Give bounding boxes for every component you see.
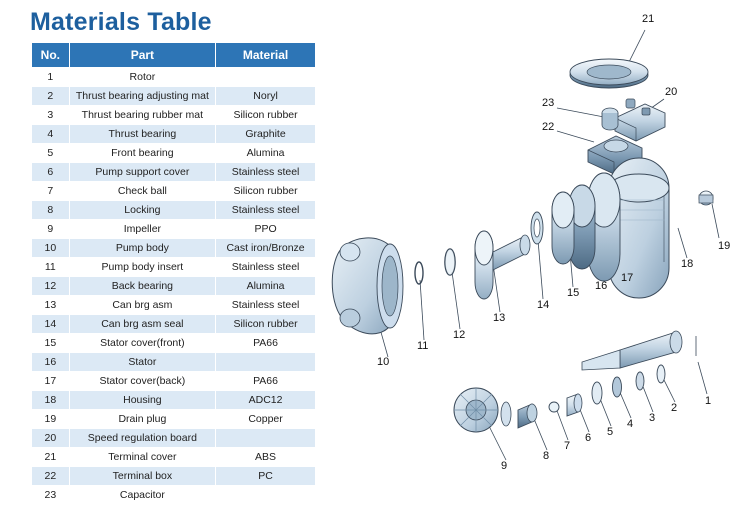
cell-material: Silicon rubber xyxy=(216,182,316,201)
cell-part: Terminal cover xyxy=(69,448,215,467)
callout-21: 21 xyxy=(642,13,655,25)
part-pump-body-insert xyxy=(415,262,423,284)
cell-part: Thrust bearing adjusting mat xyxy=(69,87,215,106)
cell-material: Stainless steel xyxy=(216,258,316,277)
callout-12: 12 xyxy=(453,329,466,341)
cell-material: Stainless steel xyxy=(216,163,316,182)
cell-material: Copper xyxy=(216,410,316,429)
cell-no: 12 xyxy=(32,277,70,296)
part-check-ball xyxy=(549,402,559,412)
cell-material: Noryl xyxy=(216,87,316,106)
cell-material xyxy=(216,353,316,372)
callout-20: 20 xyxy=(665,86,678,98)
part-back-bearing xyxy=(445,249,455,275)
cell-part: Rotor xyxy=(69,68,215,87)
cell-part: Stator cover(front) xyxy=(69,334,215,353)
cell-material: Alumina xyxy=(216,277,316,296)
part-front-bearing xyxy=(592,382,602,404)
callout-16: 16 xyxy=(595,280,608,292)
part-locking xyxy=(518,404,537,428)
callout-2: 2 xyxy=(671,402,678,414)
table-row xyxy=(32,277,316,296)
part-thrust-bearing-adjusting-mat xyxy=(657,365,665,383)
cell-part: Can brg asm seal xyxy=(69,315,215,334)
cell-no: 6 xyxy=(32,163,70,182)
cell-material: Alumina xyxy=(216,144,316,163)
callout-17: 17 xyxy=(621,272,634,284)
callout-1: 1 xyxy=(705,395,712,407)
cell-no: 14 xyxy=(32,315,70,334)
callout-3: 3 xyxy=(649,412,656,424)
cell-part: Pump body xyxy=(69,239,215,258)
cell-no: 10 xyxy=(32,239,70,258)
table-row xyxy=(32,68,316,87)
callout-23: 23 xyxy=(542,97,555,109)
cell-no: 20 xyxy=(32,429,70,448)
cell-no: 9 xyxy=(32,220,70,239)
cell-no: 11 xyxy=(32,258,70,277)
table-row xyxy=(32,163,316,182)
cell-material: ADC12 xyxy=(216,391,316,410)
part-impeller xyxy=(454,388,511,432)
part-drain-plug xyxy=(699,191,713,205)
part-thrust-bearing-rubber-mat xyxy=(636,372,644,390)
materials-table xyxy=(31,42,316,505)
cell-no: 13 xyxy=(32,296,70,315)
cell-material: Silicon rubber xyxy=(216,106,316,125)
part-rotor xyxy=(582,331,696,370)
cell-part: Terminal box xyxy=(69,467,215,486)
cell-material xyxy=(216,429,316,448)
table-row xyxy=(32,334,316,353)
callout-15: 15 xyxy=(567,287,580,299)
callout-11: 11 xyxy=(417,340,429,352)
callout-14: 14 xyxy=(537,299,550,311)
exploded-view-diagram xyxy=(320,0,750,500)
cell-no: 1 xyxy=(32,68,70,87)
table-header-row xyxy=(32,43,316,68)
cell-part: Impeller xyxy=(69,220,215,239)
cell-no: 3 xyxy=(32,106,70,125)
callout-22: 22 xyxy=(542,121,555,133)
table-row xyxy=(32,106,316,125)
cell-no: 21 xyxy=(32,448,70,467)
cell-part: Stator cover(back) xyxy=(69,372,215,391)
table-row xyxy=(32,372,316,391)
callout-7: 7 xyxy=(564,440,571,452)
callout-8: 8 xyxy=(543,450,550,462)
table-row xyxy=(32,144,316,163)
column-header-no: No. xyxy=(32,43,70,68)
table-row xyxy=(32,429,316,448)
cell-part: Pump body insert xyxy=(69,258,215,277)
cell-part: Check ball xyxy=(69,182,215,201)
cell-no: 7 xyxy=(32,182,70,201)
cell-material xyxy=(216,486,316,505)
cell-part: Drain plug xyxy=(69,410,215,429)
part-speed-regulation-board xyxy=(615,99,665,141)
cell-no: 23 xyxy=(32,486,70,505)
table-row xyxy=(32,220,316,239)
callout-9: 9 xyxy=(501,460,508,472)
cell-part: Front bearing xyxy=(69,144,215,163)
cell-part: Thrust bearing xyxy=(69,125,215,144)
cell-no: 15 xyxy=(32,334,70,353)
table-row xyxy=(32,467,316,486)
table-row xyxy=(32,353,316,372)
cell-material: ABS xyxy=(216,448,316,467)
cell-material: Graphite xyxy=(216,125,316,144)
column-header-material: Material xyxy=(216,43,316,68)
cell-material: PC xyxy=(216,467,316,486)
table-header xyxy=(32,43,316,68)
table-row xyxy=(32,448,316,467)
page-title: Materials Table xyxy=(30,8,212,36)
cell-material: PA66 xyxy=(216,334,316,353)
callout-18: 18 xyxy=(681,258,694,270)
table-row xyxy=(32,182,316,201)
cell-part: Can brg asm xyxy=(69,296,215,315)
part-can-brg-asm xyxy=(475,231,530,299)
table-row xyxy=(32,125,316,144)
part-terminal-cover xyxy=(570,59,648,88)
table-row xyxy=(32,410,316,429)
callout-10: 10 xyxy=(377,356,390,368)
table-row xyxy=(32,239,316,258)
table-row xyxy=(32,201,316,220)
table-row xyxy=(32,315,316,334)
cell-no: 19 xyxy=(32,410,70,429)
cell-part: Back bearing xyxy=(69,277,215,296)
table-row xyxy=(32,391,316,410)
cell-no: 22 xyxy=(32,467,70,486)
table-row xyxy=(32,87,316,106)
callout-6: 6 xyxy=(585,432,592,444)
cell-part: Housing xyxy=(69,391,215,410)
pump-exploded-svg xyxy=(320,0,750,500)
cell-material: PPO xyxy=(216,220,316,239)
callout-5: 5 xyxy=(607,426,614,438)
cell-material: Stainless steel xyxy=(216,201,316,220)
cell-material: Stainless steel xyxy=(216,296,316,315)
cell-no: 17 xyxy=(32,372,70,391)
cell-material: PA66 xyxy=(216,372,316,391)
callout-13: 13 xyxy=(493,312,506,324)
table-row xyxy=(32,486,316,505)
cell-no: 8 xyxy=(32,201,70,220)
part-capacitor xyxy=(602,108,618,130)
callout-19: 19 xyxy=(718,240,731,252)
cell-no: 4 xyxy=(32,125,70,144)
part-can-brg-asm-seal xyxy=(531,212,543,244)
callout-4: 4 xyxy=(627,418,634,430)
part-stator-cover-front xyxy=(552,192,574,264)
cell-no: 2 xyxy=(32,87,70,106)
cell-no: 18 xyxy=(32,391,70,410)
cell-part: Thrust bearing rubber mat xyxy=(69,106,215,125)
table-body xyxy=(32,68,316,505)
materials-table-container xyxy=(31,42,316,505)
cell-material: Silicon rubber xyxy=(216,315,316,334)
part-thrust-bearing xyxy=(613,377,622,397)
table-row xyxy=(32,296,316,315)
cell-part: Capacitor xyxy=(69,486,215,505)
cell-part: Speed regulation board xyxy=(69,429,215,448)
cell-no: 5 xyxy=(32,144,70,163)
cell-no: 16 xyxy=(32,353,70,372)
column-header-part: Part xyxy=(69,43,215,68)
part-pump-body xyxy=(332,238,403,334)
cell-part: Pump support cover xyxy=(69,163,215,182)
cell-part: Locking xyxy=(69,201,215,220)
cell-material xyxy=(216,68,316,87)
cell-material: Cast iron/Bronze xyxy=(216,239,316,258)
table-row xyxy=(32,258,316,277)
part-pump-support-cover xyxy=(567,394,582,416)
cell-part: Stator xyxy=(69,353,215,372)
